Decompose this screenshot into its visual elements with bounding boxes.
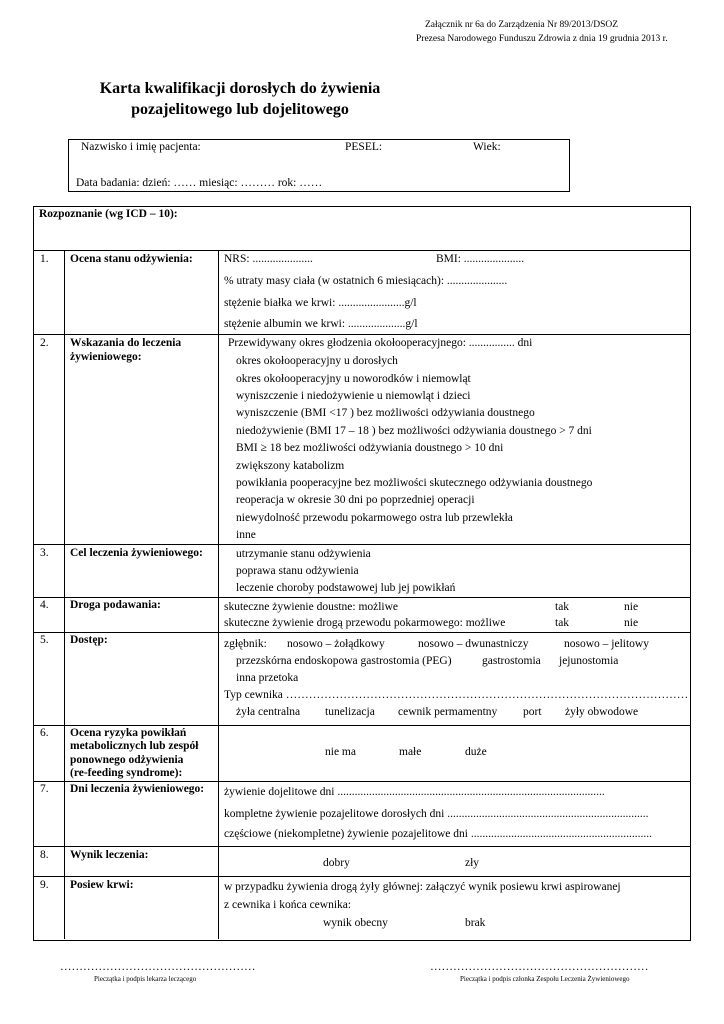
- partial-parenteral-days-field[interactable]: częściowe (niekompletne) żywienie pozajelitowe dni ...............................................................: [224, 828, 652, 840]
- indication-option[interactable]: reoperacja w okresie 30 dni po poprzedniej operacji: [236, 494, 475, 506]
- access-option[interactable]: gastrostomia: [482, 655, 541, 667]
- row-number: 4.: [40, 599, 49, 611]
- catheter-option[interactable]: żyła centralna: [236, 706, 301, 718]
- risk-option[interactable]: małe: [399, 746, 422, 758]
- row-number: 8.: [40, 849, 49, 861]
- title-line1: Karta kwalifikacji dorosłych do żywienia: [99, 80, 381, 97]
- doctor-signature-caption: Pieczątka i podpis lekarza leczącego: [94, 975, 197, 983]
- access-option[interactable]: nosowo – jelitowy: [564, 638, 649, 650]
- total-parenteral-days-field[interactable]: kompletne żywienie pozajelitowe dorosłych dni ......................................................................: [224, 808, 649, 820]
- access-option[interactable]: przezskórna endoskopowa gastrostomia (PEG): [236, 655, 452, 667]
- indication-option[interactable]: powikłania pooperacyjne bez możliwości skutecznego odżywiania doustnego: [236, 477, 593, 489]
- blood-culture-instruction: w przypadku żywienia drogą żyły głównej: załączyć wynik posiewu krwi aspirowanej: [224, 881, 621, 893]
- nrs-field[interactable]: NRS: .....................: [224, 253, 313, 265]
- probe-label: zgłębnik:: [224, 638, 267, 650]
- header-line2: Prezesa Narodowego Funduszu Zdrowia z dnia 19 grudnia 2013 r.: [416, 34, 668, 44]
- row-number: 1.: [40, 253, 49, 265]
- treatment-result-label: Wynik leczenia:: [70, 849, 149, 861]
- row-number: 5.: [40, 634, 49, 646]
- catheter-type-field[interactable]: Typ cewnika ……………………………………………………………………………………………: [224, 689, 689, 701]
- pesel-label[interactable]: PESEL:: [345, 141, 383, 153]
- oral-yes-option[interactable]: tak: [555, 601, 570, 613]
- patient-name-label[interactable]: Nazwisko i imię pacjenta:: [81, 141, 201, 153]
- blood-culture-instruction-2: z cewnika i końca cewnika:: [224, 899, 352, 911]
- weight-loss-field[interactable]: % utraty masy ciała (w ostatnich 6 miesiącach): .....................: [224, 275, 508, 287]
- header-line1: Załącznik nr 6a do Zarządzenia Nr 89/2013/DSOZ: [425, 20, 619, 30]
- row-number: 2.: [40, 337, 49, 349]
- culture-current-option[interactable]: wynik obecny: [323, 917, 388, 929]
- enteral-days-field[interactable]: żywienie dojelitowe dni .............................................................................................: [224, 786, 605, 798]
- refeeding-label-line: (re-feeding syndrome):: [70, 767, 183, 779]
- indication-option[interactable]: wyniszczenie (BMI <17 ) bez możliwości odżywiania doustnego: [236, 407, 535, 419]
- access-option[interactable]: jejunostomia: [559, 655, 619, 667]
- catheter-option[interactable]: tunelizacja: [325, 706, 375, 718]
- age-label[interactable]: Wiek:: [473, 141, 501, 153]
- indication-option[interactable]: okres okołooperacyjny u noworodków i niemowląt: [236, 373, 471, 385]
- team-signature-caption: Pieczątka i podpis członka Zespołu Leczenia Żywieniowego: [460, 975, 630, 983]
- indication-option[interactable]: wyniszczenie i niedożywienie u niemowląt i dzieci: [236, 390, 471, 402]
- catheter-option[interactable]: cewnik permamentny: [398, 706, 498, 718]
- refeeding-label-line: ponownego odżywienia: [70, 754, 184, 766]
- row-number: 6.: [40, 727, 49, 739]
- row-number: 3.: [40, 547, 49, 559]
- title-line2: pozajelitowego lub dojelitowego: [131, 101, 349, 118]
- enteral-feeding-label: skuteczne żywienie drogą przewodu pokarmowego: możliwe: [224, 617, 506, 629]
- goal-option[interactable]: poprawa stanu odżywienia: [236, 565, 359, 577]
- catheter-option[interactable]: żyły obwodowe: [565, 706, 639, 718]
- protein-field[interactable]: stężenie białka we krwi: .......................g/l: [224, 297, 417, 309]
- bmi-field[interactable]: BMI: .....................: [436, 253, 525, 265]
- goal-option[interactable]: leczenie choroby podstawowej lub jej powikłań: [236, 582, 456, 594]
- row-number: 9.: [40, 879, 49, 891]
- result-bad-option[interactable]: zły: [465, 857, 480, 869]
- indication-option[interactable]: zwiększony katabolizm: [236, 460, 345, 472]
- exam-date-label[interactable]: Data badania: dzień: …… miesiąc: ……… rok: ……: [76, 177, 323, 189]
- indication-option[interactable]: inne: [236, 529, 256, 541]
- culture-none-option[interactable]: brak: [465, 917, 486, 929]
- risk-option[interactable]: nie ma: [325, 746, 356, 758]
- result-good-option[interactable]: dobry: [323, 857, 350, 869]
- indications-label-line1: Wskazania do leczenia: [70, 337, 182, 349]
- risk-option[interactable]: duże: [465, 746, 487, 758]
- indication-option[interactable]: niedożywienie (BMI 17 – 18 ) bez możliwości odżywiania doustnego > 7 dni: [236, 425, 592, 437]
- indication-option[interactable]: okres okołooperacyjny u dorosłych: [236, 355, 398, 367]
- indication-option[interactable]: BMI ≥ 18 bez możliwości odżywiania doustnego > 10 dni: [236, 442, 504, 454]
- row-number: 7.: [40, 783, 49, 795]
- doctor-signature-line[interactable]: ……………………………………………: [60, 961, 256, 973]
- treatment-days-label: Dni leczenia żywieniowego:: [70, 783, 205, 795]
- diagnosis-label[interactable]: Rozpoznanie (wg ICD – 10):: [39, 208, 178, 220]
- access-option[interactable]: nosowo – dwunastniczy: [418, 638, 529, 650]
- nutrition-status-label: Ocena stanu odżywienia:: [70, 253, 193, 265]
- indications-label-line2: żywieniowego:: [70, 351, 142, 363]
- team-signature-line[interactable]: …………………………………………………: [430, 961, 649, 973]
- route-label: Droga podawania:: [70, 599, 161, 611]
- treatment-goal-label: Cel leczenia żywieniowego:: [70, 547, 203, 559]
- starvation-period-field[interactable]: Przewidywany okres głodzenia okołooperacyjnego: ................ dni: [228, 337, 533, 349]
- catheter-option[interactable]: port: [523, 706, 542, 718]
- oral-feeding-label: skuteczne żywienie doustne: możliwe: [224, 601, 399, 613]
- goal-option[interactable]: utrzymanie stanu odżywienia: [236, 548, 371, 560]
- access-option[interactable]: inna przetoka: [236, 672, 299, 684]
- oral-no-option[interactable]: nie: [624, 601, 639, 613]
- access-option[interactable]: nosowo – żołądkowy: [287, 638, 385, 650]
- enteral-yes-option[interactable]: tak: [555, 617, 570, 629]
- access-label: Dostęp:: [70, 634, 108, 646]
- refeeding-label-line: Ocena ryzyka powikłań: [70, 727, 187, 739]
- refeeding-label-line: metabolicznych lub zespół: [70, 740, 199, 752]
- enteral-no-option[interactable]: nie: [624, 617, 639, 629]
- indication-option[interactable]: niewydolność przewodu pokarmowego ostra lub przewlekła: [236, 512, 513, 524]
- blood-culture-label: Posiew krwi:: [70, 879, 134, 891]
- albumin-field[interactable]: stężenie albumin we krwi: ....................g/l: [224, 318, 418, 330]
